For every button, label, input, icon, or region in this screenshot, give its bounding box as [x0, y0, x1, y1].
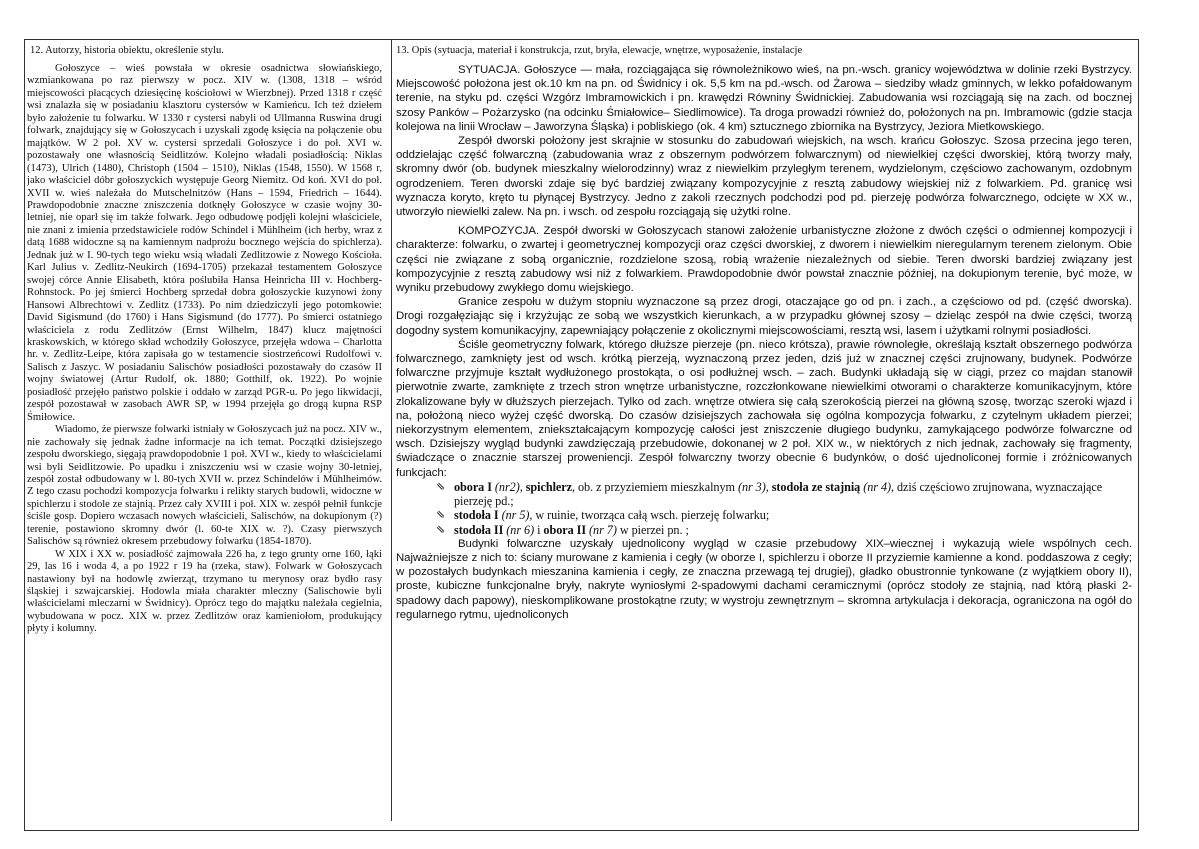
column-divider	[391, 39, 392, 821]
description-paragraph: Budynki folwarczne uzyskały ujednolicony wygląd w czasie przebudowy XIX–wiecznej i wykazują wiele wspólnych cech. Najważniejsze z nich to: ściany murowane z kamienia i cegły (w oborze I, spichlerzu i oborze II przyziemie kamienne a kond. poddaszowa z cegły; w pozostałych budynkach mieszanina kamienia i cegły, ze znaczna przewagą tej drugiej), gładko obustronnie tynkowane (z wyjątkiem obory II), proste, kubiczne funkcjonalne bryły, nakryte wyniosłymi 2-spadowymi dachami ceramicznymi (oprócz stodoły ze stajnią, nad którą płaski 2-spadowy dach papowy), nieskomplikowane prostokątne rzuty; w wystroju zewnętrznym – skromna artykulacja i dekoracja, ograniczona na ogół do regularnego rytmu, ujednoliconych	[396, 537, 1132, 621]
history-paragraph: W XIX i XX w. posiadłość zajmowała 226 ha, z tego grunty orne 160, łąki 29, las 16 i woda 4, a po 1922 r 19 ha (rzeka, staw). Folwark w Gołoszycach nastawiony był na hodowlę zwierząt, trzymano tu merynosy oraz bydło rasy śląskiej i szwajcarskiej. Hodowla miała charakter mleczny (Salischowie byli właścicielami mleczarni w Świdnicy). Oprócz tego do majątku należała cegielnia, wybudowana w pocz. XIX w. przez Zedlitzów oraz kamieniołom, produkujący płyty i kolumny.	[27, 548, 382, 635]
building-list-item: ⇘ stodoła II (nr 6) i obora II (nr 7) w pierzei pn. ;	[436, 522, 689, 537]
history-paragraph: Wiadomo, że pierwsze folwarki istniały w Gołoszycach już na pocz. XIV w., nie zachowały się jednak żadne informacje na ich temat. Początki dzisiejszego zespołu dworskiego, sięgają prawdopodobnie 1 poł. XVI w., kiedy to właścicielami wsi byli Seidlitzowie. Po upadku i zniszczeniu wsi w czasie wojny 30-letniej, zespół został odbudowany w l. 80-tych XVII w. przez Schindelów i Mühlheimów. Z tego czasu pochodzi kompozycja folwarku i relikty starych budowli, widoczne w spichlerzu i stodole ze stajnią. Przez cały XVIII i poł. XIX w. zespół pełnił funkcje ściśle gosp. Dopiero wczasach nowych właścicieli, Salischów, na dokupionym (?) terenie, postawiono skromny dwór (l. 60-te XIX w. ?). Czasy pierwszych Salischów są również okresem przebudowy folwarku (1854-1870).	[27, 424, 382, 548]
description-paragraph: Ściśle geometryczny folwark, którego dłuższe pierzeje (pn. nieco krótsza), prawie równoległe, określają kształt obszernego podwórza folwarcznego, zamknięty jest od wsch. krótką pierzeją, wyznaczoną przez jeden, dziś już w znacznej części zrujnowany, budynek. Podwórze folwarczne przyjmuje kształt wydłużonego prostokąta, o osi podłużnej wsch. – zach. Budynki układają się w ciągi, przez co majdan stanowił pierwotnie zwarte, zamknięte z trzech stron wnętrze urbanistyczne, rozczłonkowane niewielkimi otworami o charakterze komunikacyjnym, które zlokalizowane były w dłuższych pierzejach. Tylko od zach. wnętrze otwiera się całą szerokością pierzei na główną szosę, tworząc szeroki wjazd i na, położoną nieco wyżej część dworską. Do czasów dzisiejszych zachowała się ogólna kompozycja folwarku, z czytelnym układem pierzei; niekorzystnym elementem, zniekształcającym kompozycję całości jest zniszczenie długiego budynku, zamykającego podwórze folwarczne od wsch. Dzisiejszy wygląd budynki zawdzięczają przebudowie, dokonanej w 2 poł. XIX w., w niektórych z nich jednak, zachowały się fragmenty, świadczące o znacznie starszej proweniencji. Zespół folwarczny tworzy obecnie 6 budynków, o dość ujednoliconej formie i zróżnicowanych funkcjach:	[396, 338, 1132, 479]
arrow-icon: ⇘	[436, 480, 446, 493]
description-paragraph: Granice zespołu w dużym stopniu wyznaczone są przez drogi, otaczające go od pn. i zach., a częściowo od pd. (część dworska). Drogi rozgałęziając się i krzyżując ze sobą we wszystkich kierunkach, a w przypadku głównej szosy – dzieląc zespół na dwie części, tworzą dogodny system komunikacyjny, zapewniający połączenie z okolicznymi miejscowościami, resztą wsi, lasem i użytkami rolnymi posiadłości.	[396, 296, 1132, 337]
description-paragraph: Zespół dworski położony jest skrajnie w stosunku do zabudowań wiejskich, na wsch. krańcu Gołoszyc. Szosa przecina jego teren, oddzielając część folwarczną (zabudowania wraz z obszernym podwórzem folwarcznym) od niewielkiej części dworskiej, którą tworzy mały, skromny dwór (ob. budynek mieszkalny wielorodzinny) wraz z niewielkim przyległym terenem, wydzielonym, częściowo zachowanym, ozdobnym ogrodzeniem. Teren dworski zdaje się być bardziej związany kompozycyjnie z resztą zabudowy wiejskiej niż z folwarkiem. Pd. granicę wsi wyznacza koryto, kręto tu płynącej Bystrzycy. Jedno z zakoli rzecznych podchodzi pod pd. pierzeję podwórza folwarcznego, odcięte w XX w., utworzyło niewielki zalew. Na pn. i wsch. od zespołu rozciągają się użytki rolne.	[396, 135, 1132, 219]
situation-paragraph: SYTUACJA. Gołoszyce — mała, rozciągająca się równoleżnikowo wieś, na pn.-wsch. granicy województwa w dolinie rzeki Bystrzycy. Miejscowość położona jest ok.10 km na pn. od Świdnicy i ok. 5,5 km na pd.-wsch. od Żarowa – siedziby władz gminnych, w lekko pofałdowanym terenie, na styku pd. części Wzgórz Imbramowickich i pn. krawędzi Równiny Świdnickiej. Zabudowania wsi rozciągają się na zach. od bocznej szosy Panków – Pożarzysko (na odcinku Śmiałowice– Siedlimowice). Ta droga prowadzi również do, położonych na pn. Imbramowic (gdzie stacja kolejowa na linii Wrocław – Jaworzyna Śląska) i pobliskiego (ok. 4 km) sztucznego zbiornika na Bystrzycy, Jeziora Mietkowskiego.	[396, 64, 1132, 133]
section-12-header: 12. Autorzy, historia obiektu, określenie stylu.	[30, 45, 224, 56]
left-column	[27, 44, 382, 814]
section-13-header: 13. Opis (sytuacja, materiał i konstrukcja, rzut, bryła, elewacje, wnętrze, wyposażenie, instalacje	[396, 45, 803, 56]
right-column	[396, 44, 1132, 814]
building-list-item: ⇘ stodoła I (nr 5), w ruinie, tworząca całą wsch. pierzeję folwarku;	[436, 508, 770, 523]
composition-paragraph: KOMPOZYCJA. Zespół dworski w Gołoszycach stanowi założenie urbanistyczne złożone z dwóch części o odmiennej kompozycji i charakterze: folwarku, o zwartej i geometrycznej kompozycji oraz części dworskiej, z dworem i niewielkim nieregularnym terenem zielonym. Obie części nie związane z sobą organicznie, rozdzielone szosą, robią wrażenie niezależnych od siebie. Teren dworski bardziej związany jest kompozycyjnie z resztą zabudowy wsi niż z folwarkiem. Prawdopodobnie dwór powstał znacznie później, na dokupionym terenie, być może, w wyniku przebudowy zwykłego domu wiejskiego.	[396, 225, 1132, 295]
header-rule	[560, 39, 1137, 40]
history-text	[27, 63, 382, 636]
arrow-icon: ⇘	[436, 509, 446, 522]
arrow-icon: ⇘	[436, 523, 446, 536]
building-list-item: ⇘ obora I (nr2), spichlerz, ob. z przyziemiem mieszkalnym (nr 3), stodoła ze stajnią (nr 4), dziś częściowo zrujnowana, wyznaczające pierzeję pd.;	[436, 479, 1103, 509]
description-text	[396, 63, 1132, 622]
history-paragraph: Gołoszyce – wieś powstała w okresie osadnictwa słowiańskiego, wzmiankowana po raz pierwszy w pocz. XIV w. (1308, 1318 – wśród miejscowości płacących dziesięcinę kościołowi w Wierzbnej). Przed 1318 r część wsi znalazła się w posiadaniu klasztoru cystersów w Kamieńcu. Ich też dziełem było założenie tu folwarku. W 1330 r cystersi nabyli od Ullmanna Ruswina drugi folwark, znajdujący się w Gołoszycach i uzyskali zgodę księcia na połączenie obu majątków. W 2 poł. XV w. cystersi sprzedali Gołoszyce i do poł. XVI w. pozostawały one własnością Seidlitzów. Kolejno władali posiadłością: Niklas (1473), Ulrich (1480), Christoph (1504 – 1510), Niklas (1548, 1550). W 1568 r, jako właściciel dóbr gołoszyckich występuje Georg Niemitz. Od koń. XVI do poł. XVII w. wieś należała do Mutschelnitzów (Hans – 1594, Friedrich – 1644). Prawdopodobnie znaczne zniszczenia dotknęły Gołoszyce w czasie wojny 30-letniej, nie oparł się im także folwark. Jego odbudowę podjęli kolejni właściciele, nie znani z imienia przedstawiciele rodów Schindel i Mühlheim (ich herby, wraz z datą 1688 widoczne są na kamiennym nadprożu bocznego wejścia do spichlerza). Jednak już w I. 90-tych tego wieku wsią władali Zedlitzowie z Nowego Kościoła. Karl Julius v. Zedlitz-Neukirch (1694-1705) przekazał testamentem Gołoszyce swojej córce Annie Elisabeth, która poślubiła Hansa Heinricha III v. Hochberg-Rohnstock. Po jej śmierci Hochberg sprzedał dobra gołoszyckie kuzynowi żony Hansowi Albrechtowi v. Zedlitz (1733). Po nim dziedziczyli jego potomkowie: David Sigismund (do 1760) i Hans Sigismund (do 1777). Po śmierci ostatniego właściciela z rodu Zedlitzów (Ernst Wilhelm, 1847) klucz majętności kraskowskich, w którego skład wchodziły Gołoszyce, przejęła wdowa – Charlotta hr. v. Zedlitz-Leipe, która zapisała go w testamencie siostrzeńcowi Rudolfowi v. Salisch z Jaszyc. W posiadaniu Salischów posiadłości pozostawały do czasów II wojny światowej (Artur Rudolf, ok. 1880; Gotthilf, ok. 1922). Po wojnie posiadłość przejęło państwo polskie i oddało w zarząd PGR-u. Po jego likwidacji, zespół pozostawał w zasobach AWR SP, w 1994 przejęła go drogą kupna RSP Śmiłowice.	[27, 63, 382, 423]
